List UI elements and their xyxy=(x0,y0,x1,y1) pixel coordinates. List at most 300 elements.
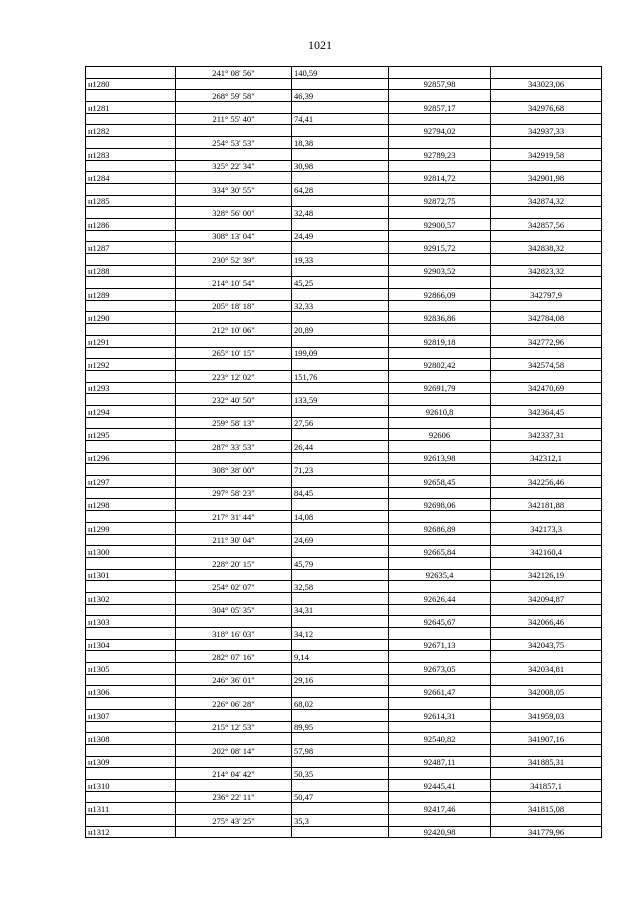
table-row xyxy=(86,686,602,698)
x-coordinate-cell xyxy=(389,183,491,195)
x-coordinate-cell xyxy=(389,137,491,149)
point-cell xyxy=(86,417,176,429)
bearing-cell: 308° 38' 00" xyxy=(176,464,292,476)
bearing-cell xyxy=(176,616,292,628)
table-row xyxy=(86,476,602,488)
distance-cell xyxy=(292,405,389,417)
point-cell: н1294 xyxy=(86,405,176,417)
y-coordinate-cell: 341959,03 xyxy=(491,709,602,721)
table-row xyxy=(86,557,602,569)
bearing-cell xyxy=(176,218,292,230)
bearing-cell xyxy=(176,242,292,254)
bearing-cell xyxy=(176,405,292,417)
table-row xyxy=(86,779,602,791)
point-cell xyxy=(86,324,176,336)
y-coordinate-cell xyxy=(491,254,602,266)
y-coordinate-cell xyxy=(491,815,602,827)
point-cell: н1310 xyxy=(86,779,176,791)
point-cell: н1286 xyxy=(86,218,176,230)
table-row xyxy=(86,639,602,651)
y-coordinate-cell xyxy=(491,67,602,79)
point-cell: н1291 xyxy=(86,335,176,347)
distance-cell: 32,48 xyxy=(292,207,389,219)
distance-cell: 9,14 xyxy=(292,651,389,663)
bearing-cell: 254° 53' 53" xyxy=(176,137,292,149)
distance-cell xyxy=(292,639,389,651)
bearing-cell xyxy=(176,172,292,184)
distance-cell: 199,09 xyxy=(292,347,389,359)
table-row xyxy=(86,254,602,266)
bearing-cell: 228° 20' 15" xyxy=(176,557,292,569)
y-coordinate-cell xyxy=(491,347,602,359)
distance-cell: 133,59 xyxy=(292,394,389,406)
y-coordinate-cell: 342066,46 xyxy=(491,616,602,628)
distance-cell: 24,49 xyxy=(292,230,389,242)
y-coordinate-cell xyxy=(491,628,602,640)
y-coordinate-cell: 342937,33 xyxy=(491,125,602,137)
x-coordinate-cell xyxy=(389,300,491,312)
y-coordinate-cell: 342797,9 xyxy=(491,289,602,301)
table-row xyxy=(86,394,602,406)
bearing-cell: 265° 10' 15" xyxy=(176,347,292,359)
point-cell xyxy=(86,347,176,359)
table-row xyxy=(86,78,602,90)
x-coordinate-cell: 92671,13 xyxy=(389,639,491,651)
y-coordinate-cell: 342470,69 xyxy=(491,382,602,394)
bearing-cell xyxy=(176,289,292,301)
x-coordinate-cell: 92814,72 xyxy=(389,172,491,184)
bearing-cell: 334° 30' 55" xyxy=(176,183,292,195)
point-cell: н1290 xyxy=(86,312,176,324)
table-row xyxy=(86,651,602,663)
x-coordinate-cell xyxy=(389,534,491,546)
bearing-cell: 328° 56' 00" xyxy=(176,207,292,219)
table-row xyxy=(86,207,602,219)
point-cell xyxy=(86,113,176,125)
y-coordinate-cell xyxy=(491,137,602,149)
x-coordinate-cell: 92686,89 xyxy=(389,522,491,534)
point-cell xyxy=(86,768,176,780)
point-cell xyxy=(86,300,176,312)
distance-cell: 30,98 xyxy=(292,160,389,172)
point-cell: н1288 xyxy=(86,265,176,277)
bearing-cell: 241° 08' 56" xyxy=(176,67,292,79)
x-coordinate-cell: 92661,47 xyxy=(389,686,491,698)
table-row xyxy=(86,172,602,184)
table-row xyxy=(86,522,602,534)
x-coordinate-cell xyxy=(389,347,491,359)
y-coordinate-cell: 342181,88 xyxy=(491,499,602,511)
y-coordinate-cell: 342772,96 xyxy=(491,335,602,347)
distance-cell: 45,25 xyxy=(292,277,389,289)
point-cell xyxy=(86,557,176,569)
y-coordinate-cell xyxy=(491,581,602,593)
table-row xyxy=(86,499,602,511)
y-coordinate-cell: 342256,46 xyxy=(491,476,602,488)
table-row xyxy=(86,289,602,301)
bearing-cell: 304° 05' 35" xyxy=(176,604,292,616)
table-row xyxy=(86,347,602,359)
x-coordinate-cell xyxy=(389,67,491,79)
distance-cell: 35,3 xyxy=(292,815,389,827)
bearing-cell: 215° 12' 53" xyxy=(176,721,292,733)
distance-cell xyxy=(292,429,389,441)
x-coordinate-cell: 92903,52 xyxy=(389,265,491,277)
distance-cell xyxy=(292,592,389,604)
point-cell: н1305 xyxy=(86,663,176,675)
table-row xyxy=(86,674,602,686)
x-coordinate-cell: 92645,67 xyxy=(389,616,491,628)
distance-cell xyxy=(292,522,389,534)
x-coordinate-cell xyxy=(389,207,491,219)
x-coordinate-cell: 92417,46 xyxy=(389,803,491,815)
point-cell xyxy=(86,628,176,640)
x-coordinate-cell: 92915,72 xyxy=(389,242,491,254)
bearing-cell xyxy=(176,756,292,768)
bearing-cell xyxy=(176,639,292,651)
bearing-cell xyxy=(176,499,292,511)
bearing-cell: 282° 07' 16" xyxy=(176,651,292,663)
distance-cell: 32,58 xyxy=(292,581,389,593)
bearing-cell: 223° 12' 02" xyxy=(176,370,292,382)
bearing-cell: 246° 36' 01" xyxy=(176,674,292,686)
table-row xyxy=(86,265,602,277)
distance-cell: 29,16 xyxy=(292,674,389,686)
x-coordinate-cell: 92698,06 xyxy=(389,499,491,511)
point-cell: н1307 xyxy=(86,709,176,721)
bearing-cell xyxy=(176,265,292,277)
y-coordinate-cell xyxy=(491,90,602,102)
bearing-cell: 236° 22' 11" xyxy=(176,791,292,803)
point-cell xyxy=(86,791,176,803)
distance-cell xyxy=(292,148,389,160)
y-coordinate-cell: 341885,31 xyxy=(491,756,602,768)
x-coordinate-cell xyxy=(389,604,491,616)
distance-cell: 18,38 xyxy=(292,137,389,149)
distance-cell xyxy=(292,756,389,768)
y-coordinate-cell: 342034,81 xyxy=(491,663,602,675)
y-coordinate-cell: 342784,08 xyxy=(491,312,602,324)
table-row xyxy=(86,137,602,149)
x-coordinate-cell: 92487,11 xyxy=(389,756,491,768)
y-coordinate-cell: 342874,32 xyxy=(491,195,602,207)
x-coordinate-cell: 92540,82 xyxy=(389,733,491,745)
bearing-cell xyxy=(176,569,292,581)
y-coordinate-cell xyxy=(491,604,602,616)
point-cell: н1302 xyxy=(86,592,176,604)
bearing-cell xyxy=(176,826,292,838)
x-coordinate-cell: 92610,8 xyxy=(389,405,491,417)
bearing-cell xyxy=(176,522,292,534)
point-cell: н1295 xyxy=(86,429,176,441)
table-row xyxy=(86,511,602,523)
x-coordinate-cell xyxy=(389,113,491,125)
table-row xyxy=(86,628,602,640)
x-coordinate-cell xyxy=(389,370,491,382)
table-row xyxy=(86,218,602,230)
distance-cell: 27,56 xyxy=(292,417,389,429)
y-coordinate-cell: 342008,05 xyxy=(491,686,602,698)
bearing-cell xyxy=(176,429,292,441)
distance-cell: 151,76 xyxy=(292,370,389,382)
bearing-cell xyxy=(176,779,292,791)
distance-cell xyxy=(292,289,389,301)
y-coordinate-cell xyxy=(491,113,602,125)
point-cell: н1297 xyxy=(86,476,176,488)
distance-cell xyxy=(292,733,389,745)
x-coordinate-cell: 92614,31 xyxy=(389,709,491,721)
x-coordinate-cell xyxy=(389,487,491,499)
x-coordinate-cell xyxy=(389,230,491,242)
y-coordinate-cell: 342838,32 xyxy=(491,242,602,254)
bearing-cell xyxy=(176,195,292,207)
x-coordinate-cell xyxy=(389,254,491,266)
table-row xyxy=(86,534,602,546)
x-coordinate-cell xyxy=(389,557,491,569)
x-coordinate-cell: 92900,57 xyxy=(389,218,491,230)
point-cell: н1296 xyxy=(86,452,176,464)
distance-cell xyxy=(292,499,389,511)
y-coordinate-cell xyxy=(491,791,602,803)
table-row xyxy=(86,663,602,675)
bearing-cell xyxy=(176,709,292,721)
point-cell xyxy=(86,604,176,616)
bearing-cell: 254° 02' 07" xyxy=(176,581,292,593)
point-cell: н1306 xyxy=(86,686,176,698)
x-coordinate-cell: 92857,98 xyxy=(389,78,491,90)
distance-cell: 84,45 xyxy=(292,487,389,499)
point-cell: н1304 xyxy=(86,639,176,651)
point-cell xyxy=(86,394,176,406)
distance-cell xyxy=(292,476,389,488)
x-coordinate-cell xyxy=(389,441,491,453)
distance-cell xyxy=(292,172,389,184)
distance-cell xyxy=(292,569,389,581)
y-coordinate-cell: 342094,87 xyxy=(491,592,602,604)
bearing-cell: 232° 40' 50" xyxy=(176,394,292,406)
table-row xyxy=(86,312,602,324)
x-coordinate-cell: 92673,05 xyxy=(389,663,491,675)
x-coordinate-cell xyxy=(389,651,491,663)
y-coordinate-cell: 342901,98 xyxy=(491,172,602,184)
distance-cell xyxy=(292,359,389,371)
bearing-cell xyxy=(176,335,292,347)
point-cell xyxy=(86,67,176,79)
distance-cell xyxy=(292,218,389,230)
distance-cell xyxy=(292,826,389,838)
point-cell: н1293 xyxy=(86,382,176,394)
point-cell: н1281 xyxy=(86,102,176,114)
table-row xyxy=(86,604,602,616)
bearing-cell: 287° 33' 53" xyxy=(176,441,292,453)
distance-cell xyxy=(292,312,389,324)
distance-cell xyxy=(292,779,389,791)
point-cell: н1289 xyxy=(86,289,176,301)
y-coordinate-cell: 341857,1 xyxy=(491,779,602,791)
point-cell xyxy=(86,207,176,219)
point-cell: н1284 xyxy=(86,172,176,184)
distance-cell xyxy=(292,686,389,698)
point-cell: н1283 xyxy=(86,148,176,160)
table-row xyxy=(86,359,602,371)
y-coordinate-cell xyxy=(491,441,602,453)
x-coordinate-cell xyxy=(389,581,491,593)
table-row xyxy=(86,324,602,336)
table-row xyxy=(86,592,602,604)
distance-cell xyxy=(292,265,389,277)
distance-cell xyxy=(292,546,389,558)
y-coordinate-cell: 342823,32 xyxy=(491,265,602,277)
y-coordinate-cell xyxy=(491,183,602,195)
table-row xyxy=(86,230,602,242)
table-row xyxy=(86,125,602,137)
bearing-cell xyxy=(176,803,292,815)
point-cell xyxy=(86,441,176,453)
table-row xyxy=(86,756,602,768)
bearing-cell: 318° 16' 03" xyxy=(176,628,292,640)
point-cell xyxy=(86,370,176,382)
y-coordinate-cell: 341907,16 xyxy=(491,733,602,745)
bearing-cell: 226° 06' 28" xyxy=(176,698,292,710)
y-coordinate-cell xyxy=(491,744,602,756)
distance-cell xyxy=(292,242,389,254)
y-coordinate-cell: 342043,75 xyxy=(491,639,602,651)
y-coordinate-cell xyxy=(491,230,602,242)
point-cell xyxy=(86,534,176,546)
x-coordinate-cell: 92445,41 xyxy=(389,779,491,791)
distance-cell xyxy=(292,616,389,628)
distance-cell: 19,33 xyxy=(292,254,389,266)
distance-cell xyxy=(292,452,389,464)
table-row xyxy=(86,160,602,172)
bearing-cell xyxy=(176,452,292,464)
y-coordinate-cell xyxy=(491,487,602,499)
x-coordinate-cell xyxy=(389,160,491,172)
table-row xyxy=(86,335,602,347)
bearing-cell: 259° 58' 13" xyxy=(176,417,292,429)
point-cell: н1311 xyxy=(86,803,176,815)
distance-cell: 34,12 xyxy=(292,628,389,640)
point-cell: н1298 xyxy=(86,499,176,511)
table-row xyxy=(86,277,602,289)
bearing-cell: 205° 18' 18" xyxy=(176,300,292,312)
point-cell xyxy=(86,183,176,195)
table-row xyxy=(86,581,602,593)
y-coordinate-cell xyxy=(491,324,602,336)
x-coordinate-cell: 92626,44 xyxy=(389,592,491,604)
x-coordinate-cell xyxy=(389,768,491,780)
table-row xyxy=(86,826,602,838)
point-cell xyxy=(86,464,176,476)
distance-cell xyxy=(292,102,389,114)
point-cell xyxy=(86,698,176,710)
y-coordinate-cell xyxy=(491,160,602,172)
point-cell xyxy=(86,277,176,289)
table-row xyxy=(86,546,602,558)
table-row xyxy=(86,300,602,312)
x-coordinate-cell xyxy=(389,815,491,827)
point-cell xyxy=(86,230,176,242)
point-cell: н1280 xyxy=(86,78,176,90)
point-cell: н1292 xyxy=(86,359,176,371)
x-coordinate-cell xyxy=(389,674,491,686)
point-cell: н1282 xyxy=(86,125,176,137)
point-cell xyxy=(86,815,176,827)
x-coordinate-cell xyxy=(389,628,491,640)
distance-cell: 50,35 xyxy=(292,768,389,780)
x-coordinate-cell: 92789,23 xyxy=(389,148,491,160)
y-coordinate-cell xyxy=(491,511,602,523)
distance-cell xyxy=(292,803,389,815)
x-coordinate-cell: 92857,17 xyxy=(389,102,491,114)
bearing-cell xyxy=(176,102,292,114)
point-cell xyxy=(86,651,176,663)
y-coordinate-cell: 342126,19 xyxy=(491,569,602,581)
distance-cell: 74,41 xyxy=(292,113,389,125)
bearing-cell xyxy=(176,592,292,604)
point-cell xyxy=(86,90,176,102)
y-coordinate-cell xyxy=(491,674,602,686)
distance-cell: 14,08 xyxy=(292,511,389,523)
table-row xyxy=(86,768,602,780)
table-row xyxy=(86,733,602,745)
distance-cell: 32,33 xyxy=(292,300,389,312)
distance-cell xyxy=(292,125,389,137)
bearing-cell: 211° 55' 40" xyxy=(176,113,292,125)
table-row xyxy=(86,569,602,581)
x-coordinate-cell xyxy=(389,277,491,289)
x-coordinate-cell xyxy=(389,511,491,523)
table-row xyxy=(86,429,602,441)
point-cell: н1285 xyxy=(86,195,176,207)
distance-cell: 140,59 xyxy=(292,67,389,79)
table-row xyxy=(86,791,602,803)
bearing-cell xyxy=(176,312,292,324)
bearing-cell xyxy=(176,125,292,137)
table-row xyxy=(86,464,602,476)
distance-cell: 20,89 xyxy=(292,324,389,336)
table-row xyxy=(86,67,602,79)
distance-cell xyxy=(292,335,389,347)
point-cell xyxy=(86,674,176,686)
x-coordinate-cell xyxy=(389,90,491,102)
point-cell xyxy=(86,721,176,733)
bearing-cell: 275° 43' 25" xyxy=(176,815,292,827)
table-row xyxy=(86,616,602,628)
x-coordinate-cell: 92794,02 xyxy=(389,125,491,137)
page-number: 1021 xyxy=(308,38,332,52)
table-row xyxy=(86,417,602,429)
y-coordinate-cell xyxy=(491,651,602,663)
x-coordinate-cell: 92665,84 xyxy=(389,546,491,558)
x-coordinate-cell xyxy=(389,744,491,756)
bearing-cell xyxy=(176,663,292,675)
point-cell: н1300 xyxy=(86,546,176,558)
bearing-cell: 217° 31' 44" xyxy=(176,511,292,523)
table-row xyxy=(86,441,602,453)
table-row xyxy=(86,698,602,710)
distance-cell: 50,47 xyxy=(292,791,389,803)
table-row xyxy=(86,183,602,195)
bearing-cell: 214° 04' 42" xyxy=(176,768,292,780)
y-coordinate-cell: 342364,45 xyxy=(491,405,602,417)
x-coordinate-cell: 92866,09 xyxy=(389,289,491,301)
x-coordinate-cell: 92802,42 xyxy=(389,359,491,371)
bearing-cell: 325° 22' 34" xyxy=(176,160,292,172)
point-cell xyxy=(86,511,176,523)
bearing-cell: 230° 52' 39" xyxy=(176,254,292,266)
y-coordinate-cell xyxy=(491,207,602,219)
